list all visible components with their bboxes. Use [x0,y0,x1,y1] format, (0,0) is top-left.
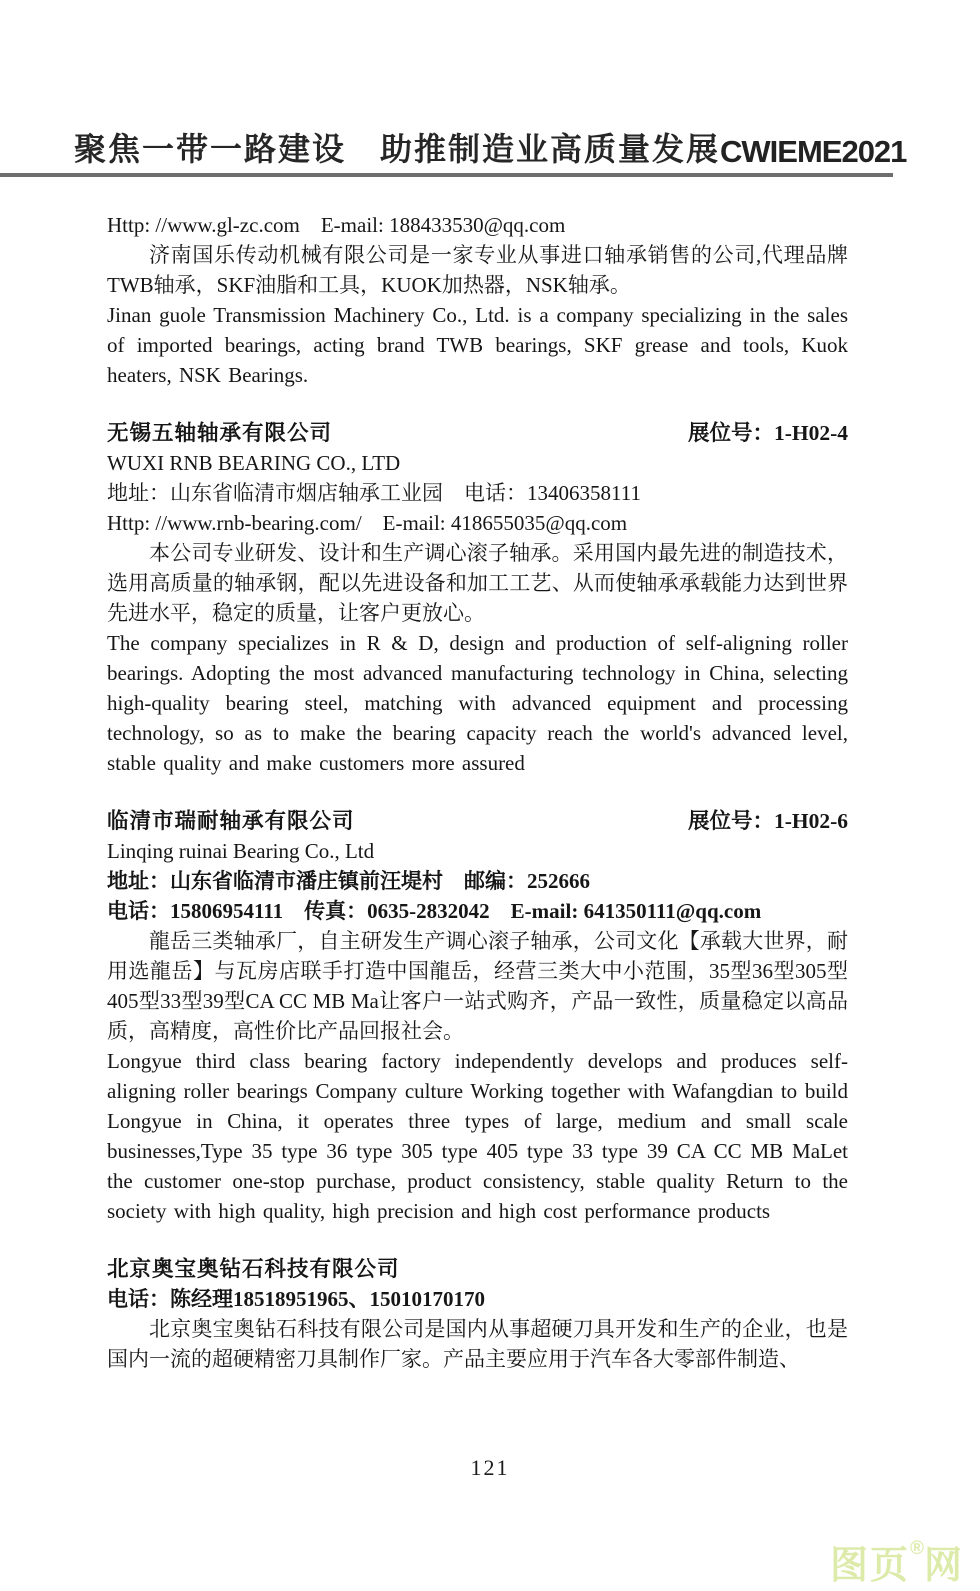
registered-trademark-icon: ® [909,1538,924,1559]
header-slogan: 聚焦一带一路建设 助推制造业高质量发展 [74,131,721,167]
brand-logo-cwieme2021: CWIEME2021 [720,134,907,169]
company-name-row [107,418,848,448]
booth-number: 展位号：1-H02-4 [687,421,848,445]
booth-number: 展位号：1-H02-6 [687,809,848,833]
header-divider-rule [0,173,893,177]
page-number: 121 [470,1455,510,1480]
company-website-email-line: Http: //www.gl-zc.com E-mail: 188433530@qq.com [107,213,566,237]
company-name-row [107,1254,848,1284]
company-entry-beijing-aobaoao [107,1254,848,1374]
page-header [74,124,907,170]
company-name-cn: 临清市瑞耐轴承有限公司 [107,809,355,833]
company-name-cn: 无锡五轴轴承有限公司 [107,421,333,445]
company-address-line: 地址：山东省临清市潘庄镇前汪堤村 邮编：252666 [107,869,590,893]
company-entry-jinan-guole [107,210,848,390]
company-name-cn: 北京奥宝奥钻石科技有限公司 [107,1257,400,1281]
company-phone-fax-email-line: 电话：15806954111 传真：0635-2832042 E-mail: 641350111@qq.com [107,899,762,923]
watermark-text-prefix: 图页 [829,1545,910,1587]
tuyewang-watermark-logo [830,1539,964,1585]
company-name-en: WUXI RNB BEARING CO., LTD [107,451,401,475]
company-address-line: 地址：山东省临清市烟店轴承工业园 电话：13406358111 [107,481,641,505]
company-intro-en: Longyue third class bearing factory independently develops and produces self-aligning roller bearings Company culture Working together with Wafangdian to build Longyue in China, it operates three types of large, medium and small scale businesses,Type 35 type 36 type 305 type 405 type 33 type 39 CA CC MB MaLet the customer one-stop purchase, product consistency, stable quality Return to the society with high quality, high precision and high cost performance products [107,1049,848,1223]
company-intro-cn: 北京奥宝奥钻石科技有限公司是国内从事超硬刀具开发和生产的企业，也是国内一流的超硬精密刀具制作厂家。产品主要应用于汽车各大零部件制造、 [107,1317,848,1371]
company-phone-line: 电话：陈经理18518951965、15010170170 [107,1287,485,1311]
company-name-en: Linqing ruinai Bearing Co., Ltd [107,839,375,863]
company-intro-cn: 本公司专业研发、设计和生产调心滚子轴承。采用国内最先进的制造技术，选用高质量的轴承钢，配以先进设备和加工工艺、从而使轴承承载能力达到世界先进水平，稳定的质量，让客户更放心。 [107,541,848,625]
company-intro-en: The company specializes in R & D, design and production of self-aligning roller bearings. Adopting the most advanced manufacturing technology in China, selecting high-quality bearing steel, matching with advanced equipment and processing technology, so as to make the bearing capacity reach the world's advanced level, stable quality and make customers more assured [107,631,848,775]
company-intro-cn: 龍岳三类轴承厂，自主研发生产调心滚子轴承，公司文化【承载大世界，耐用选龍岳】与瓦房店联手打造中国龍岳，经营三类大中小范围，35型36型305型405型33型39型CA CC MB Ma让客户一站式购齐，产品一致性，质量稳定以高品质，高精度，高性价比产品回报社会。 [107,929,848,1043]
catalog-content [107,210,848,1374]
company-name-row [107,806,848,836]
company-website-email-line: Http: //www.rnb-bearing.com/ E-mail: 418655035@qq.com [107,511,628,535]
company-intro-cn: 济南国乐传动机械有限公司是一家专业从事进口轴承销售的公司,代理品牌TWB轴承，SKF油脂和工具，KUOK加热器，NSK轴承。 [107,243,848,297]
company-entry-linqing-ruinai [107,806,848,1226]
company-entry-wuxi-rnb [107,418,848,778]
company-intro-en: Jinan guole Transmission Machinery Co., Ltd. is a company specializing in the sales of imported bearings, acting brand TWB bearings, SKF grease and tools, Kuok heaters, NSK Bearings. [107,303,848,387]
watermark-text-suffix: 网 [923,1545,964,1587]
